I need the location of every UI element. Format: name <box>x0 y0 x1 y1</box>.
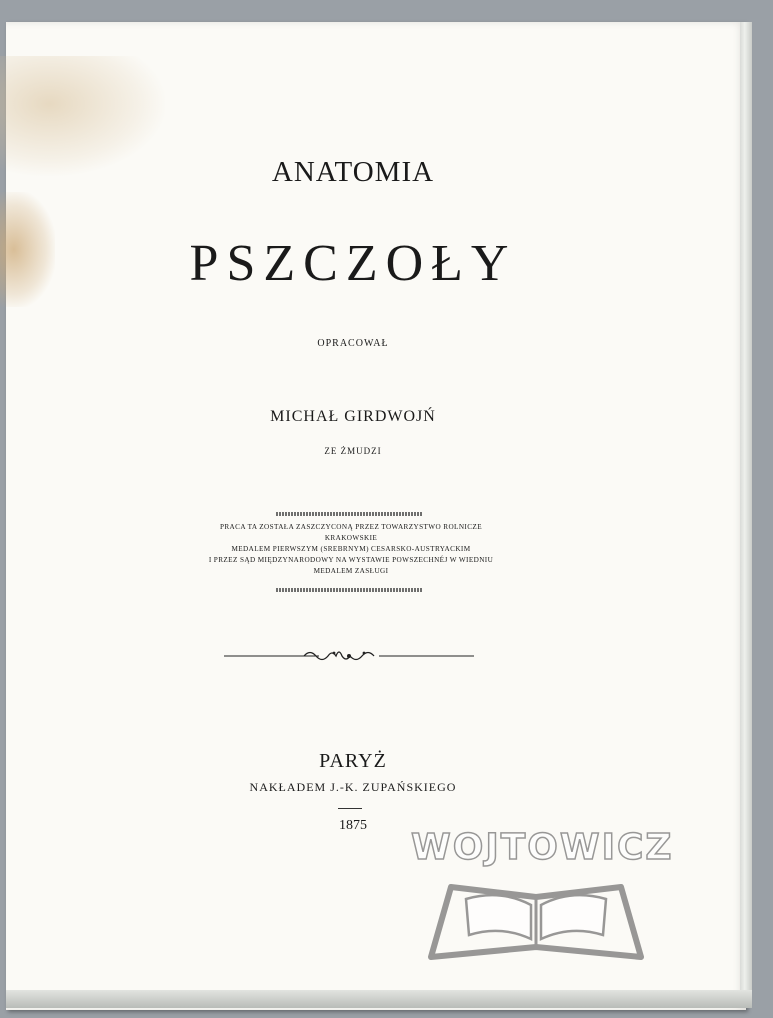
watermark-text: WOJTOWICZ <box>411 827 674 868</box>
author-name: MICHAŁ GIRDWOJŃ <box>270 408 436 425</box>
book-page <box>6 22 746 1010</box>
open-book-icon <box>411 827 674 977</box>
short-rule <box>338 808 362 809</box>
title-line-2: PSZCZOŁY <box>189 235 517 292</box>
opracowal-label: OPRACOWAŁ <box>317 338 389 349</box>
note-line: MEDALEM PIERWSZYM (SREBRNYM) CESARSKO-AUSTRYACKIM <box>231 545 471 553</box>
page-edge-right <box>740 22 752 997</box>
ornament-divider-icon <box>224 646 474 666</box>
place-of-publication: PARYŻ <box>319 750 387 772</box>
title-line-1: ANATOMIA <box>271 156 435 188</box>
page-edge-bottom <box>6 990 752 1008</box>
note-line: I PRZEZ SĄD MIĘDZYNARODOWY NA WYSTAWIE POWSZECHNÉJ W WIEDNIU <box>208 556 494 564</box>
award-note <box>206 522 496 577</box>
note-line: PRACA TA ZOSTAŁA ZASZCZYCONĄ PRZEZ TOWARZYSTWO ROLNICZE KRAKOWSKIE <box>219 523 483 542</box>
publication-year: 1875 <box>339 818 367 833</box>
author-origin: ZE ŻMUDZI <box>324 446 382 456</box>
decorative-rule-bottom <box>276 588 422 592</box>
publisher: NAKŁADEM J.-K. ZUPAŃSKIEGO <box>249 780 457 794</box>
watermark-logo <box>411 827 674 977</box>
decorative-rule-top <box>276 512 422 516</box>
note-line: MEDALEM ZASŁUGI <box>313 567 389 575</box>
